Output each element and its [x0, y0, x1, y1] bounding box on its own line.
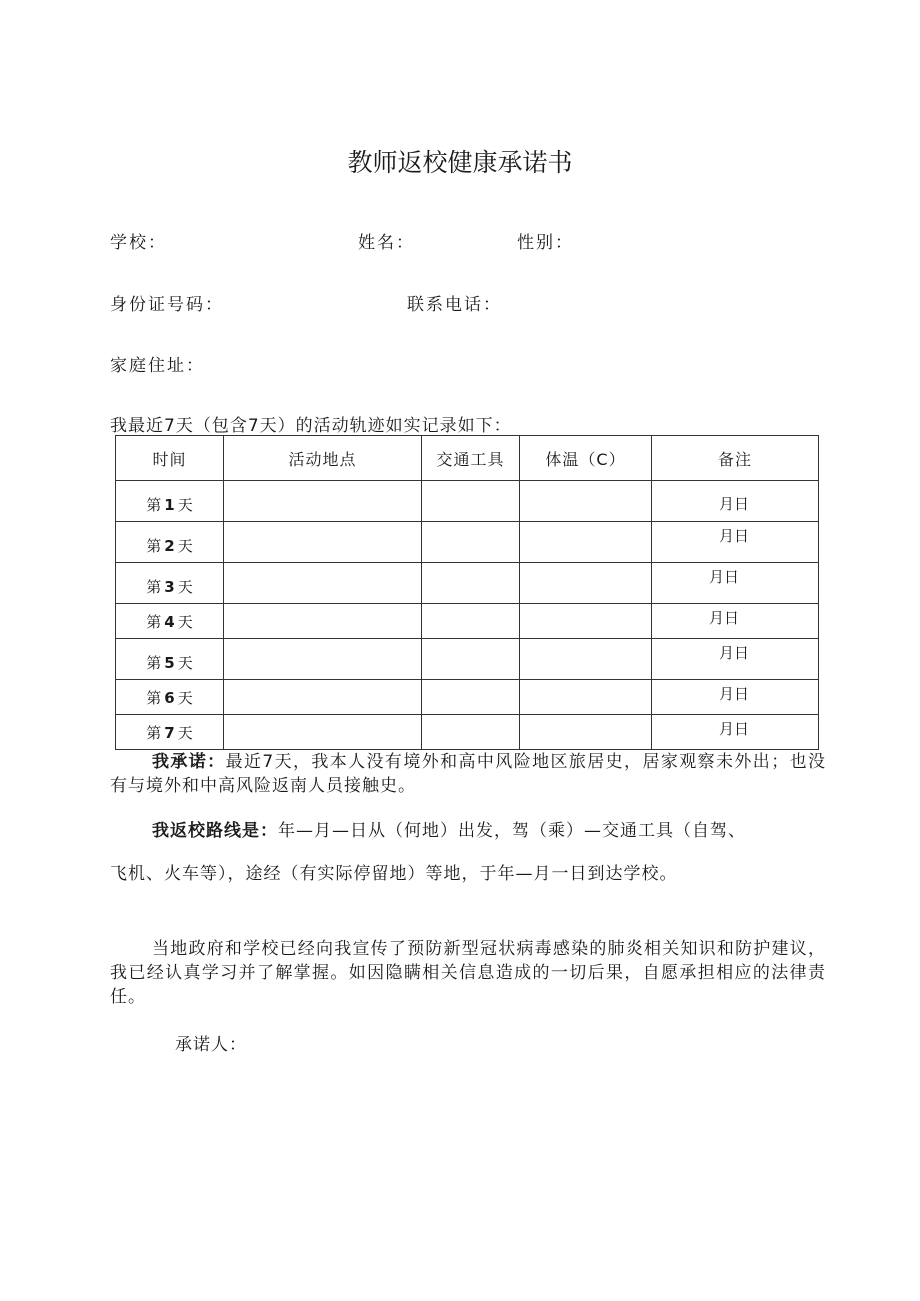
table-header-row [116, 436, 819, 481]
day-cell [116, 604, 224, 639]
name-label: 姓名： [358, 233, 415, 253]
route-text-line1: 年—月—日从（何地）出发，驾（乘）—交通工具（自驾、 [278, 821, 746, 841]
transport-cell[interactable] [422, 639, 520, 680]
promise-text: 最近7天，我本人没有境外和高中风险地区旅居史，居家观察未外出；也没有与境外和中高风险返南人员接触史。 [110, 752, 826, 796]
table-row [116, 604, 819, 639]
table-row [116, 481, 819, 522]
day-cell [116, 639, 224, 680]
transport-cell[interactable] [422, 563, 520, 604]
location-cell[interactable] [224, 715, 422, 750]
day-number: 4 [164, 612, 175, 631]
document-title: 教师返校健康承诺书 [347, 148, 573, 177]
temperature-cell[interactable] [520, 680, 652, 715]
transport-cell[interactable] [422, 715, 520, 750]
day-number: 3 [164, 577, 175, 596]
note-cell[interactable] [652, 715, 819, 750]
day-suffix: 天 [177, 688, 193, 707]
promise-paragraph [110, 750, 826, 798]
day-prefix: 第 [146, 723, 162, 742]
track-intro: 我最近7天（包含7天）的活动轨迹如实记录如下： [110, 416, 512, 436]
day-number: 2 [164, 536, 175, 555]
day-suffix: 天 [177, 723, 193, 742]
temperature-cell[interactable] [520, 481, 652, 522]
day-suffix: 天 [177, 577, 193, 596]
day-suffix: 天 [177, 653, 193, 672]
note-text: 月日 [719, 644, 750, 662]
day-number: 6 [164, 688, 175, 707]
id-number-label: 身份证号码： [110, 295, 224, 315]
transport-cell[interactable] [422, 680, 520, 715]
day-cell [116, 481, 224, 522]
location-cell[interactable] [224, 680, 422, 715]
signature-label: 承诺人： [175, 1035, 247, 1055]
day-cell [116, 680, 224, 715]
header-notes: 备注 [652, 436, 819, 481]
note-text: 月日 [709, 609, 740, 627]
day-number: 1 [164, 495, 175, 514]
day-cell [116, 522, 224, 563]
location-cell[interactable] [224, 481, 422, 522]
phone-label: 联系电话： [407, 295, 502, 315]
note-text: 月日 [719, 495, 750, 513]
note-cell[interactable] [652, 563, 819, 604]
gender-label: 性别： [517, 233, 574, 253]
day-prefix: 第 [146, 653, 162, 672]
day-suffix: 天 [177, 495, 193, 514]
day-number: 7 [164, 723, 175, 742]
day-cell [116, 563, 224, 604]
day-prefix: 第 [146, 577, 162, 596]
day-cell [116, 715, 224, 750]
note-text: 月日 [719, 527, 750, 545]
table-row [116, 639, 819, 680]
transport-cell[interactable] [422, 481, 520, 522]
table-row [116, 522, 819, 563]
note-text: 月日 [719, 685, 750, 703]
temperature-cell[interactable] [520, 639, 652, 680]
location-cell[interactable] [224, 639, 422, 680]
day-suffix: 天 [177, 536, 193, 555]
temperature-cell[interactable] [520, 563, 652, 604]
note-text: 月日 [719, 720, 750, 738]
header-location: 活动地点 [224, 436, 422, 481]
note-cell[interactable] [652, 680, 819, 715]
temperature-cell[interactable] [520, 522, 652, 563]
day-prefix: 第 [146, 536, 162, 555]
route-label: 我返校路线是： [152, 821, 278, 841]
note-cell[interactable] [652, 639, 819, 680]
notice-paragraph: 当地政府和学校已经向我宣传了预防新型冠状病毒感染的肺炎相关知识和防护建议，我已经认真学习并了解掌握。如因隐瞒相关信息造成的一切后果，自愿承担相应的法律责任。 [110, 939, 826, 1007]
note-cell[interactable] [652, 604, 819, 639]
route-text-line2: 飞机、火车等），途经（有实际停留地）等地，于年—月一日到达学校。 [110, 864, 678, 884]
day-prefix: 第 [146, 495, 162, 514]
note-text: 月日 [709, 568, 740, 586]
address-label: 家庭住址： [110, 356, 205, 376]
day-suffix: 天 [177, 612, 193, 631]
location-cell[interactable] [224, 563, 422, 604]
temperature-cell[interactable] [520, 604, 652, 639]
day-prefix: 第 [146, 688, 162, 707]
header-time: 时间 [116, 436, 224, 481]
location-cell[interactable] [224, 522, 422, 563]
promise-label: 我承诺： [152, 752, 226, 772]
transport-cell[interactable] [422, 604, 520, 639]
note-cell[interactable] [652, 522, 819, 563]
activity-track-table [115, 435, 819, 750]
school-label: 学校： [110, 233, 167, 253]
table-row [116, 715, 819, 750]
location-cell[interactable] [224, 604, 422, 639]
day-prefix: 第 [146, 612, 162, 631]
note-cell[interactable] [652, 481, 819, 522]
day-number: 5 [164, 653, 175, 672]
route-paragraph-line1 [110, 819, 826, 843]
table-row [116, 680, 819, 715]
temperature-cell[interactable] [520, 715, 652, 750]
header-transport: 交通工具 [422, 436, 520, 481]
transport-cell[interactable] [422, 522, 520, 563]
table-row [116, 563, 819, 604]
route-paragraph-line2 [110, 862, 826, 886]
header-temperature: 体温（C） [520, 436, 652, 481]
